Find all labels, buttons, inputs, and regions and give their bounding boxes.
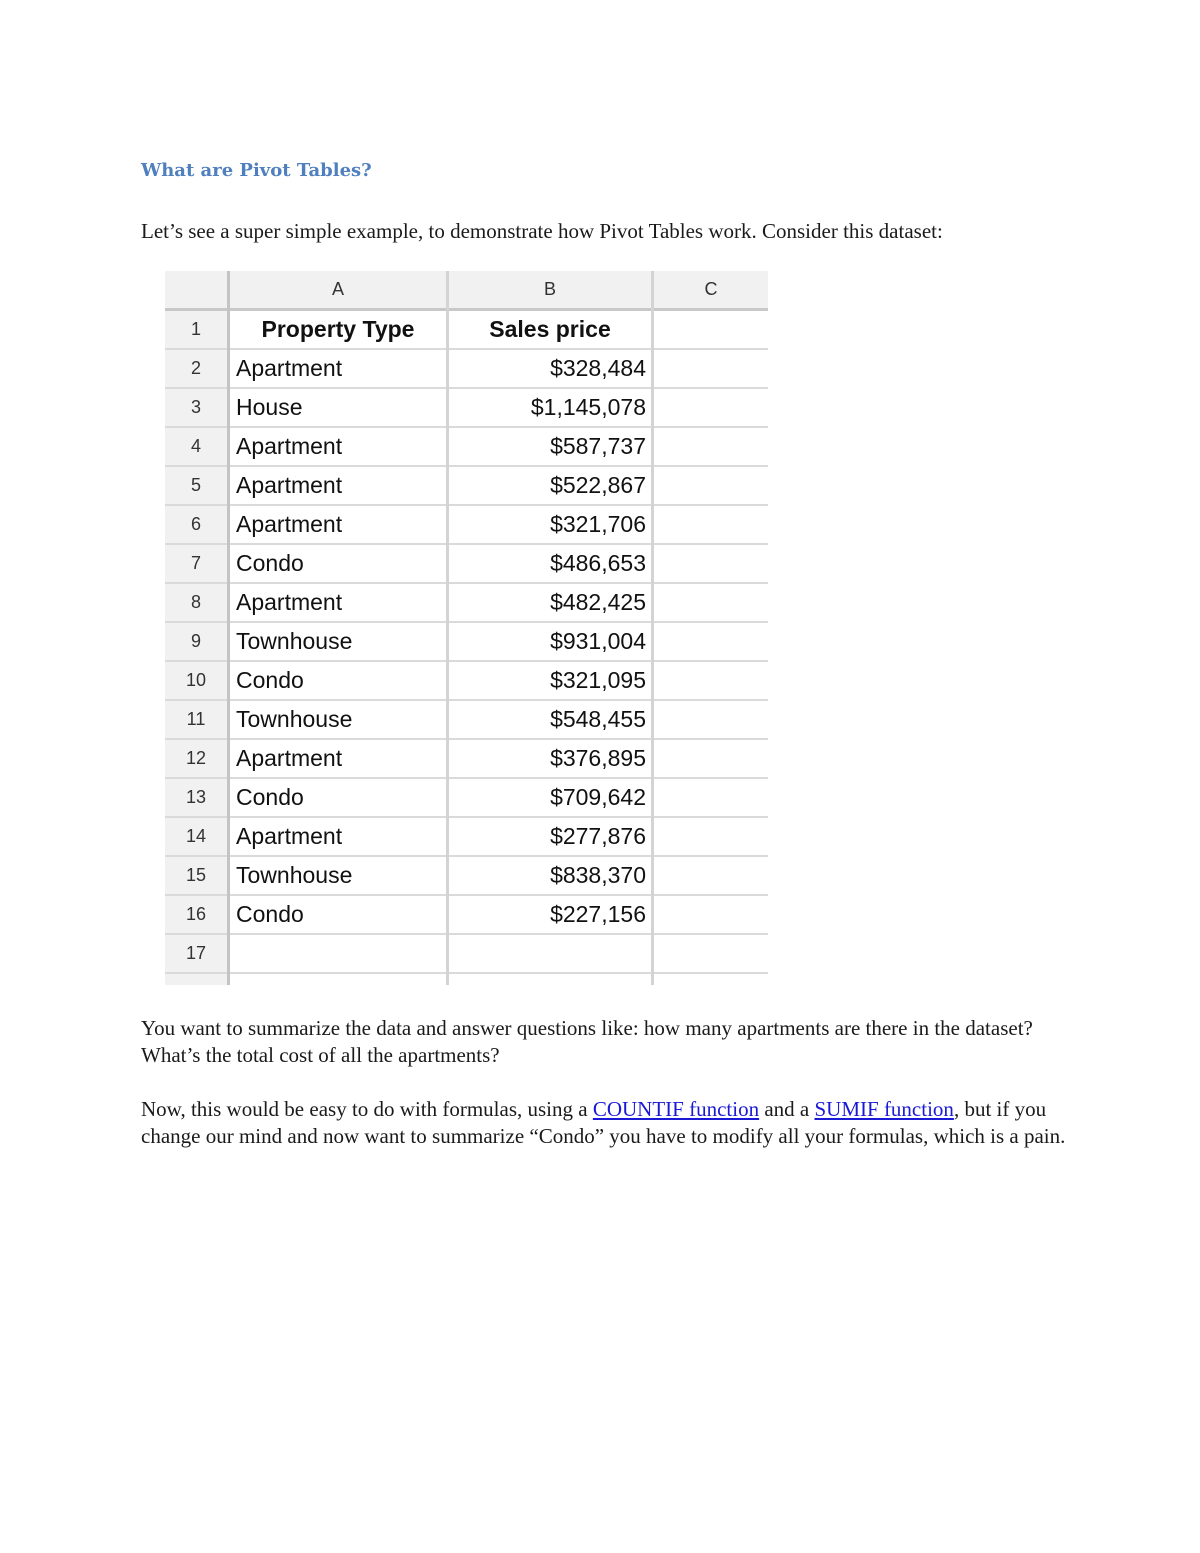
row-number: 15 [165, 857, 227, 896]
cell-sales-price: $548,455 [449, 701, 651, 740]
cell-property-type [230, 935, 446, 974]
sumif-link[interactable]: SUMIF function [814, 1097, 954, 1121]
row-number: 10 [165, 662, 227, 701]
row-number: 5 [165, 467, 227, 506]
empty-cell [654, 662, 768, 701]
formulas-text-mid: and a [759, 1097, 815, 1121]
empty-cell [654, 857, 768, 896]
row-number: 1 [165, 311, 227, 350]
empty-cell [654, 428, 768, 467]
cell-sales-price: $1,145,078 [449, 389, 651, 428]
cell-property-type: Townhouse [230, 701, 446, 740]
header-sales-price: Sales price [449, 311, 651, 350]
countif-link[interactable]: COUNTIF function [592, 1097, 760, 1121]
cell-sales-price: $227,156 [449, 896, 651, 935]
empty-cell [654, 350, 768, 389]
empty-cell [654, 818, 768, 857]
empty-cell [654, 584, 768, 623]
cell-property-type: Condo [230, 896, 446, 935]
spreadsheet-grid [165, 271, 768, 974]
page-title: What are Pivot Tables? [141, 160, 372, 181]
cell-property-type: Apartment [230, 818, 446, 857]
column-header-c: C [654, 271, 768, 311]
cell-property-type: Apartment [230, 740, 446, 779]
cell-sales-price: $522,867 [449, 467, 651, 506]
row-number: 13 [165, 779, 227, 818]
cell-sales-price: $376,895 [449, 740, 651, 779]
header-property-type: Property Type [230, 311, 446, 350]
row-number: 3 [165, 389, 227, 428]
cell-sales-price: $328,484 [449, 350, 651, 389]
row-number: 8 [165, 584, 227, 623]
empty-cell [654, 389, 768, 428]
cell-property-type: Townhouse [230, 857, 446, 896]
cell-property-type: Apartment [230, 428, 446, 467]
row-number: 7 [165, 545, 227, 584]
spreadsheet-bottom-edge [165, 974, 768, 985]
cell-property-type: Apartment [230, 350, 446, 389]
empty-cell [654, 311, 768, 350]
cell-sales-price: $587,737 [449, 428, 651, 467]
empty-cell [654, 701, 768, 740]
cell-sales-price: $321,095 [449, 662, 651, 701]
formulas-text-before: Now, this would be easy to do with formulas, using a [141, 1097, 593, 1121]
column-header-b: B [449, 271, 651, 311]
cell-sales-price: $838,370 [449, 857, 651, 896]
cell-sales-price: $486,653 [449, 545, 651, 584]
cell-property-type: Condo [230, 779, 446, 818]
row-number: 11 [165, 701, 227, 740]
row-number: 6 [165, 506, 227, 545]
row-number: 12 [165, 740, 227, 779]
empty-cell [654, 935, 768, 974]
empty-cell [654, 779, 768, 818]
cell-sales-price [449, 935, 651, 974]
cell-sales-price: $709,642 [449, 779, 651, 818]
cell-sales-price: $321,706 [449, 506, 651, 545]
summary-paragraph: You want to summarize the data and answer questions like: how many apartments are there in the dataset? What’s the total cost of all the apartments? [141, 1016, 1033, 1067]
empty-cell [654, 740, 768, 779]
formulas-paragraph [141, 1096, 1081, 1150]
row-number: 16 [165, 896, 227, 935]
column-header-a: A [230, 271, 446, 311]
row-number: 9 [165, 623, 227, 662]
cell-sales-price: $277,876 [449, 818, 651, 857]
empty-cell [654, 467, 768, 506]
formulas-text-after: , but if you change our mind and now want to summarize “Condo” you have to modify all your formulas, which is a pain. [141, 1097, 1066, 1148]
cell-sales-price: $482,425 [449, 584, 651, 623]
row-number: 2 [165, 350, 227, 389]
cell-property-type: Apartment [230, 584, 446, 623]
row-number: 17 [165, 935, 227, 974]
cell-property-type: House [230, 389, 446, 428]
corner-cell [165, 271, 227, 311]
cell-property-type: Apartment [230, 506, 446, 545]
spreadsheet-image [165, 271, 768, 985]
intro-paragraph: Let’s see a super simple example, to demonstrate how Pivot Tables work. Consider this dataset: [141, 219, 943, 243]
empty-cell [654, 506, 768, 545]
row-number: 14 [165, 818, 227, 857]
cell-property-type: Apartment [230, 467, 446, 506]
cell-property-type: Townhouse [230, 623, 446, 662]
cell-sales-price: $931,004 [449, 623, 651, 662]
empty-cell [654, 545, 768, 584]
empty-cell [654, 623, 768, 662]
row-number: 4 [165, 428, 227, 467]
empty-cell [654, 896, 768, 935]
cell-property-type: Condo [230, 662, 446, 701]
cell-property-type: Condo [230, 545, 446, 584]
